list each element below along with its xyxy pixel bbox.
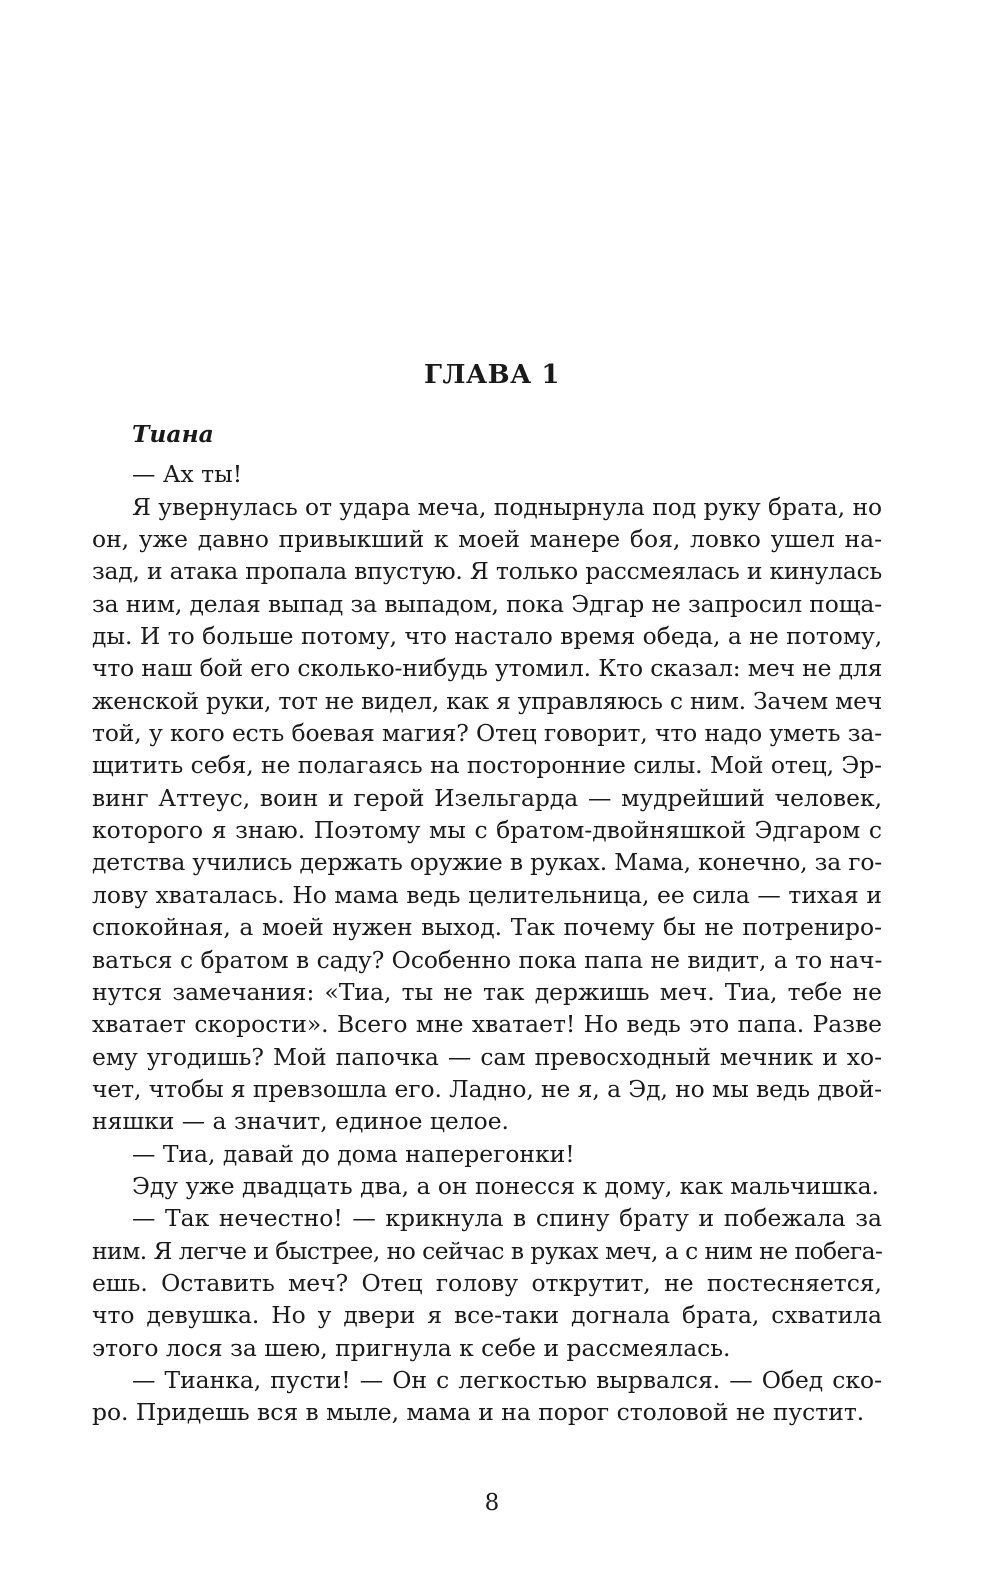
paragraph [92,1364,882,1429]
text-line: ешь. Оставить меч? Отец голову открутит, не постесняется, [92,1268,882,1297]
text-line: нутся замечания: «Тиа, ты не так держишь меч. Тиа, тебе не [92,977,882,1006]
text-line: ему угодишь? Мой папочка — сам превосходный мечник и хо- [92,1042,882,1071]
text-line: женской руки, тот не видел, как я управляюсь с ним. Зачем меч [92,686,882,715]
text-line: Я увернулась от удара меча, поднырнула под руку брата, но [132,492,883,521]
page-number: 8 [484,1490,500,1516]
text-line: ро. Придешь вся в мыле, мама и на порог столовой не пустит. [92,1398,865,1427]
text-line: что девушка. Но у двери я все-таки догнала брата, схватила [92,1301,882,1330]
text-line: ды. И то больше потому, что настало время обеда, а не потому, [92,622,883,651]
text-line: за ним, делая выпад за выпадом, пока Эдгар не запросил поща- [92,589,882,618]
chapter-text [92,418,882,1429]
text-line: — Тианка, пусти! — Он с легкостью вырвался. — Обед ско- [132,1365,882,1394]
text-line: детства учились держать оружие в руках. Мама, конечно, за го- [92,848,882,877]
text-line: зад, и атака пропала впустую. Я только рассмеялась и кинулась [92,557,883,586]
text-line: — Ах ты! [132,460,243,489]
text-line: он, уже давно привыкший к моей манере боя, ловко ушел на- [92,525,882,554]
text-line: ним. Я легче и быстрее, но сейчас в руках меч, а с ним не побега- [92,1236,883,1265]
text-line: ваться с братом в саду? Особенно пока папа не видит, а то нач- [92,945,883,974]
pov-heading: Тиана [132,420,214,448]
text-line: этого лося за шею, пригнула к себе и рассмеялась. [92,1333,731,1362]
text-line: что наш бой его сколько-нибудь утомил. Кто сказал: меч не для [92,654,883,683]
text-line: няшки — а значит, единое целое. [92,1107,509,1136]
text-line: чет, чтобы я превзошла его. Ладно, не я, а Эд, но мы ведь двой- [92,1074,882,1103]
text-line: Эду уже двадцать два, а он понесся к дому, как мальчишка. [132,1171,879,1200]
paragraph [92,1170,882,1202]
paragraph [92,1138,882,1170]
text-line: которого я знаю. Поэтому мы с братом-двойняшкой Эдгаром с [92,816,882,845]
text-line: лову хваталась. Но мама ведь целительница, ее сила — тихая и [92,880,882,909]
text-line: спокойная, а моей нужен выход. Так почему бы не потрениро- [92,913,882,942]
text-line: — Тиа, давай до дома наперегонки! [132,1139,575,1168]
paragraph [92,458,882,490]
paragraph [92,1202,882,1364]
text-line: винг Аттеус, воин и герой Изельгарда — мудрейший человек, [92,783,882,812]
paragraph-list [92,458,882,1428]
chapter-title: ГЛАВА 1 [424,360,560,390]
text-line: той, у кого есть боевая магия? Отец говорит, что надо уметь за- [92,719,882,748]
paragraph [92,491,882,1138]
text-line: — Так нечестно! — крикнула в спину брату и побежала за [132,1204,882,1233]
text-line: щитить себя, не полагаясь на посторонние силы. Мой отец, Эр- [92,751,882,780]
text-line: хватает скорости». Всего мне хватает! Но ведь это папа. Разве [92,1010,882,1039]
